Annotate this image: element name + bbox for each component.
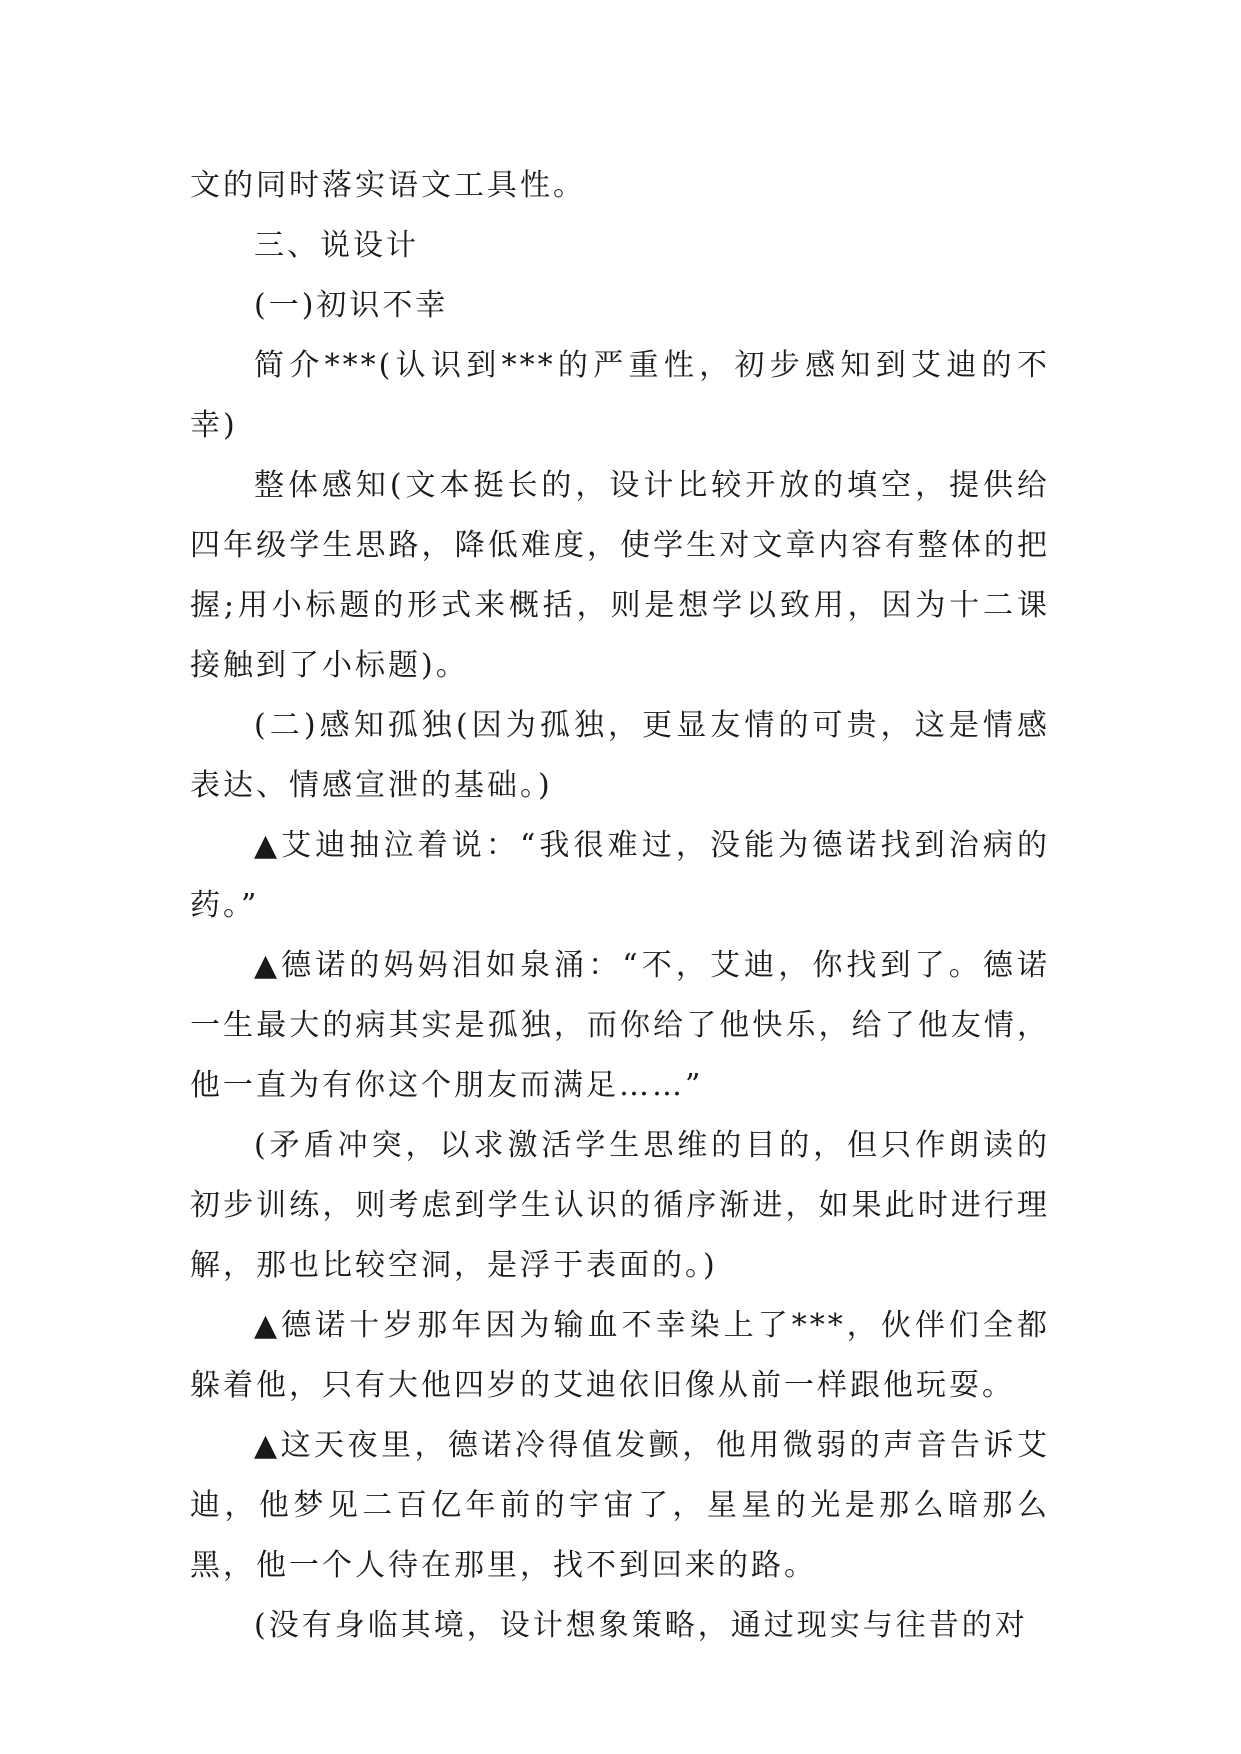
quote-paragraph: ▲德诺的妈妈泪如泉涌：“不，艾迪，你找到了。德诺一生最大的病其实是孤独，而你给了他快乐，给了他友情，他一直为有你这个朋友而满足……” xyxy=(190,948,1050,1103)
subsection-heading: (一)初识不幸 xyxy=(254,288,449,323)
section-heading: 三、说设计 xyxy=(254,228,419,263)
note-paragraph: (没有身临其境，设计想象策略，通过现实与往昔的对 xyxy=(254,1608,1028,1643)
subsection-heading: (二)感知孤独(因为孤独，更显友情的可贵，这是情感表达、情感宣泄的基础。) xyxy=(190,708,1050,803)
document-body xyxy=(190,156,1050,1656)
quote-paragraph: ▲这天夜里，德诺冷得值发颤，他用微弱的声音告诉艾迪，他梦见二百亿年前的宇宙了，星星的光是那么暗那么黑，他一个人待在那里，找不到回来的路。 xyxy=(190,1428,1050,1583)
paragraph: 文的同时落实语文工具性。 xyxy=(190,168,586,203)
quote-paragraph: ▲德诺十岁那年因为输血不幸染上了***，伙伴们全都躲着他，只有大他四岁的艾迪依旧像从前一样跟他玩耍。 xyxy=(190,1308,1050,1403)
note-paragraph: (矛盾冲突，以求激活学生思维的目的，但只作朗读的初步训练，则考虑到学生认识的循序渐进，如果此时进行理解，那也比较空洞，是浮于表面的。) xyxy=(190,1128,1050,1283)
paragraph: 简介***(认识到***的严重性，初步感知到艾迪的不幸) xyxy=(190,348,1050,443)
quote-paragraph: ▲艾迪抽泣着说：“我很难过，没能为德诺找到治病的药。” xyxy=(190,828,1050,923)
paragraph: 整体感知(文本挺长的，设计比较开放的填空，提供给四年级学生思路，降低难度，使学生对文章内容有整体的把握;用小标题的形式来概括，则是想学以致用，因为十二课接触到了小标题)。 xyxy=(190,468,1050,683)
